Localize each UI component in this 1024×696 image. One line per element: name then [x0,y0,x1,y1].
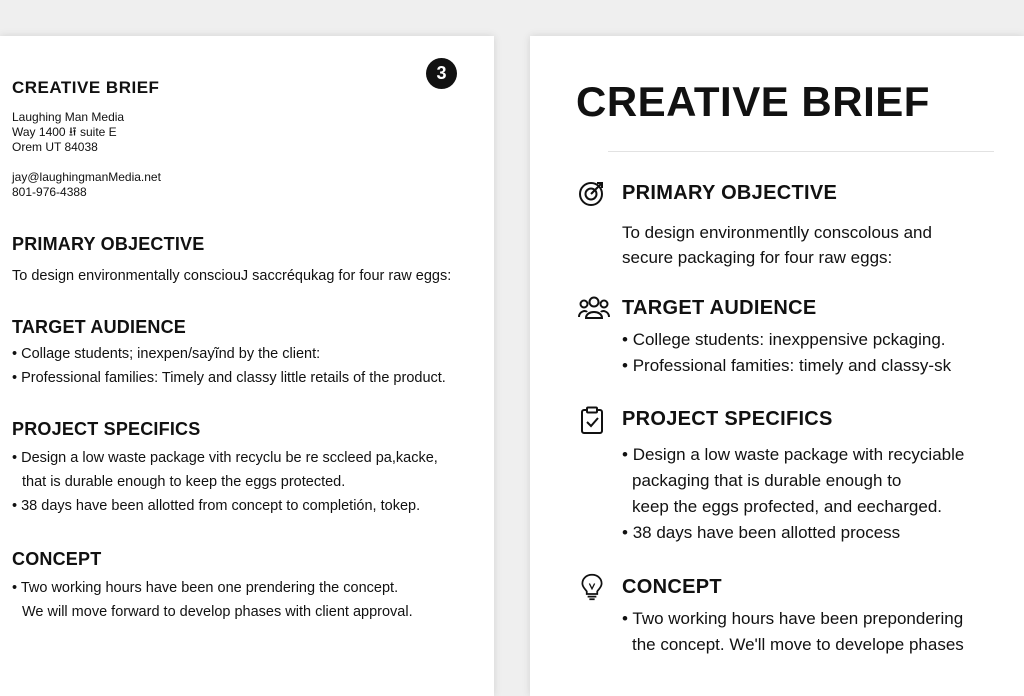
list-item-continuation: packaging that is durable enough to [632,471,902,490]
clipboard-check-icon [578,406,606,434]
right-brief-page [530,36,1024,696]
left-brief-page [0,36,494,696]
right-target-audience-heading: TARGET AUDIENCE [622,297,817,319]
contact-phone: 801-976-4388 [12,185,87,199]
list-item: • Two working hours have been one prendering the concept. [12,576,413,600]
right-target-audience-list [622,327,951,379]
left-project-specifics-list [12,446,438,518]
left-primary-objective-text: To design environmentally consciouJ saccréqukag for four raw eggs: [12,268,452,284]
list-item: • Design a low waste package vith recyclu be re sccleed pa,kacke, [12,446,438,470]
list-item: • Collage students; inexpen/sayĩnd by the client: [12,342,446,366]
list-item: • 38 days have been allotted process [622,520,964,546]
address-line-2: Orem UT 84038 [12,140,98,154]
left-concept-heading: CONCEPT [12,549,102,569]
list-item-continuation: We will move forward to develop phases with client approval. [22,604,413,620]
right-brief-title: CREATIVE BRIEF [576,78,930,125]
contact-email: jay@laughingmanMedia.net [12,170,161,184]
list-item: • Professional families: Timely and classy little retails of the product. [12,366,446,390]
list-item-continuation: keep the eggs profected, and eecharged. [632,497,943,516]
target-icon [578,179,606,207]
left-brief-title: CREATIVE BRIEF [12,78,160,97]
list-item: • 38 days have been allotted from concept to completión, tokep. [12,494,438,518]
company-name: Laughing Man Media [12,110,125,124]
left-project-specifics-heading: PROJECT SPECIFICS [12,419,201,439]
list-item-continuation: that is durable enough to keep the eggs protected. [22,474,346,490]
left-concept-list [12,576,413,624]
title-divider [608,151,994,152]
right-project-specifics-list [622,442,964,546]
list-item: • Two working hours have been prepondering [622,606,964,632]
right-primary-objective-heading: PRIMARY OBJECTIVE [622,182,838,204]
left-target-audience-heading: TARGET AUDIENCE [12,317,186,337]
lightbulb-icon [578,573,606,601]
company-address [12,110,124,155]
left-target-audience-list [12,342,446,390]
text-line: To design environmentlly conscolous and [622,223,932,242]
list-item: • College students: inexppensive pckaging. [622,327,951,353]
people-icon [578,294,610,322]
right-project-specifics-heading: PROJECT SPECIFICS [622,408,833,430]
left-primary-objective-heading: PRIMARY OBJECTIVE [12,234,205,254]
right-concept-list [622,606,964,658]
list-item: • Design a low waste package with recyciable [622,442,964,468]
list-item: • Professional famities: timely and classy-sk [622,353,951,379]
contact-info [12,170,161,200]
list-item-continuation: the concept. We'll move to develope phases [632,635,964,654]
right-primary-objective-text [622,220,932,270]
page-number-badge: 3 [426,58,457,89]
text-line: secure packaging for four raw eggs: [622,248,893,267]
right-concept-heading: CONCEPT [622,576,722,598]
address-line-1: Way 1400 ⭿ suite E [12,125,117,139]
